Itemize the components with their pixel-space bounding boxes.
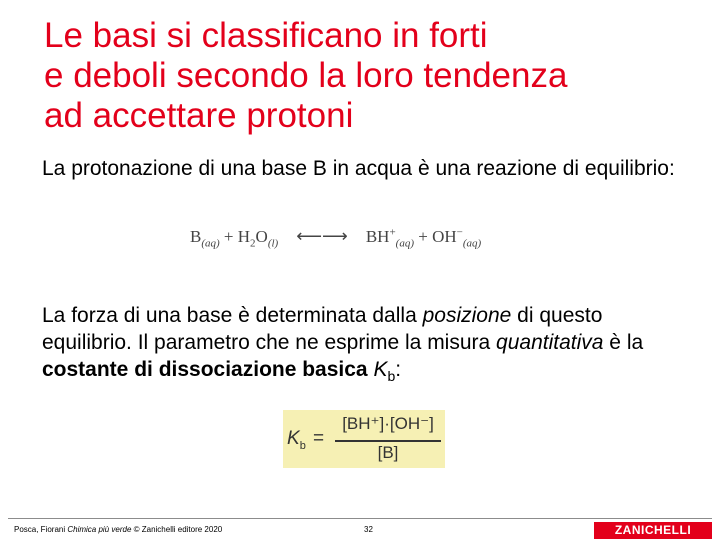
- slide-footer: [0, 510, 720, 540]
- strength-paragraph: [42, 302, 682, 390]
- para2-text-5: è la: [603, 331, 644, 354]
- credit-publisher: © Zanichelli editore 2020: [131, 525, 223, 534]
- para2-costante: costante di dissociazione basica: [42, 358, 374, 381]
- kb-k: K: [287, 428, 300, 449]
- eq-plus-2: +: [414, 227, 433, 246]
- para2-colon: :: [395, 358, 402, 381]
- zanichelli-logo: ZANICHELLI: [594, 522, 712, 539]
- eq-oh-state: (aq): [462, 237, 482, 250]
- eq-h2-sub: 2: [250, 237, 256, 250]
- fraction-bar: [335, 440, 441, 442]
- para2-b-sub: b: [387, 368, 396, 385]
- kb-equals: =: [313, 428, 325, 449]
- eq-o: O: [255, 227, 268, 246]
- footer-divider: [8, 518, 712, 519]
- protonation-equation: [190, 226, 530, 256]
- kb-denominator: [B]: [377, 443, 399, 462]
- kb-symbol: [287, 428, 306, 452]
- equilibrium-arrow: ⟵⟶: [296, 226, 348, 246]
- eq-oh-charge: −: [456, 226, 463, 239]
- kb-formula: [283, 410, 445, 468]
- slide-title: [44, 16, 694, 136]
- eq-b: B: [190, 227, 202, 246]
- eq-bh: BH: [365, 227, 390, 246]
- eq-b-state: (aq): [201, 237, 220, 250]
- eq-bh-state: (aq): [395, 237, 414, 250]
- footer-credit: [14, 525, 222, 534]
- page-number: 32: [364, 525, 373, 534]
- kb-numerator: [BH⁺]·[OH⁻]: [342, 414, 434, 433]
- eq-bh-charge: +: [389, 226, 396, 239]
- intro-paragraph: La protonazione di una base B in acqua è una reazione di equilibrio:: [42, 157, 675, 180]
- eq-h2o-state: (l): [267, 237, 279, 250]
- eq-oh: OH: [432, 227, 457, 246]
- para2-posizione: posizione: [422, 304, 512, 327]
- para2-text-1: La forza di una base è determinata dalla: [42, 304, 423, 327]
- eq-h: H: [237, 227, 251, 246]
- eq-plus-1: +: [219, 227, 238, 246]
- kb-sub: b: [299, 439, 306, 452]
- credit-book: Chimica più verde: [67, 525, 132, 534]
- para2-quantitativa: quantitativa: [496, 331, 604, 354]
- title-line-3: ad accettare protoni: [44, 96, 354, 135]
- para2-text-3: di questo equilibrio. Il parametro che ne esprime la misura: [42, 304, 603, 354]
- title-line-1: Le basi si classificano in forti: [44, 16, 488, 55]
- para2-k: K: [373, 358, 388, 381]
- credit-authors: Posca, Fiorani: [14, 525, 68, 534]
- title-line-2: e deboli secondo la loro tendenza: [44, 56, 568, 95]
